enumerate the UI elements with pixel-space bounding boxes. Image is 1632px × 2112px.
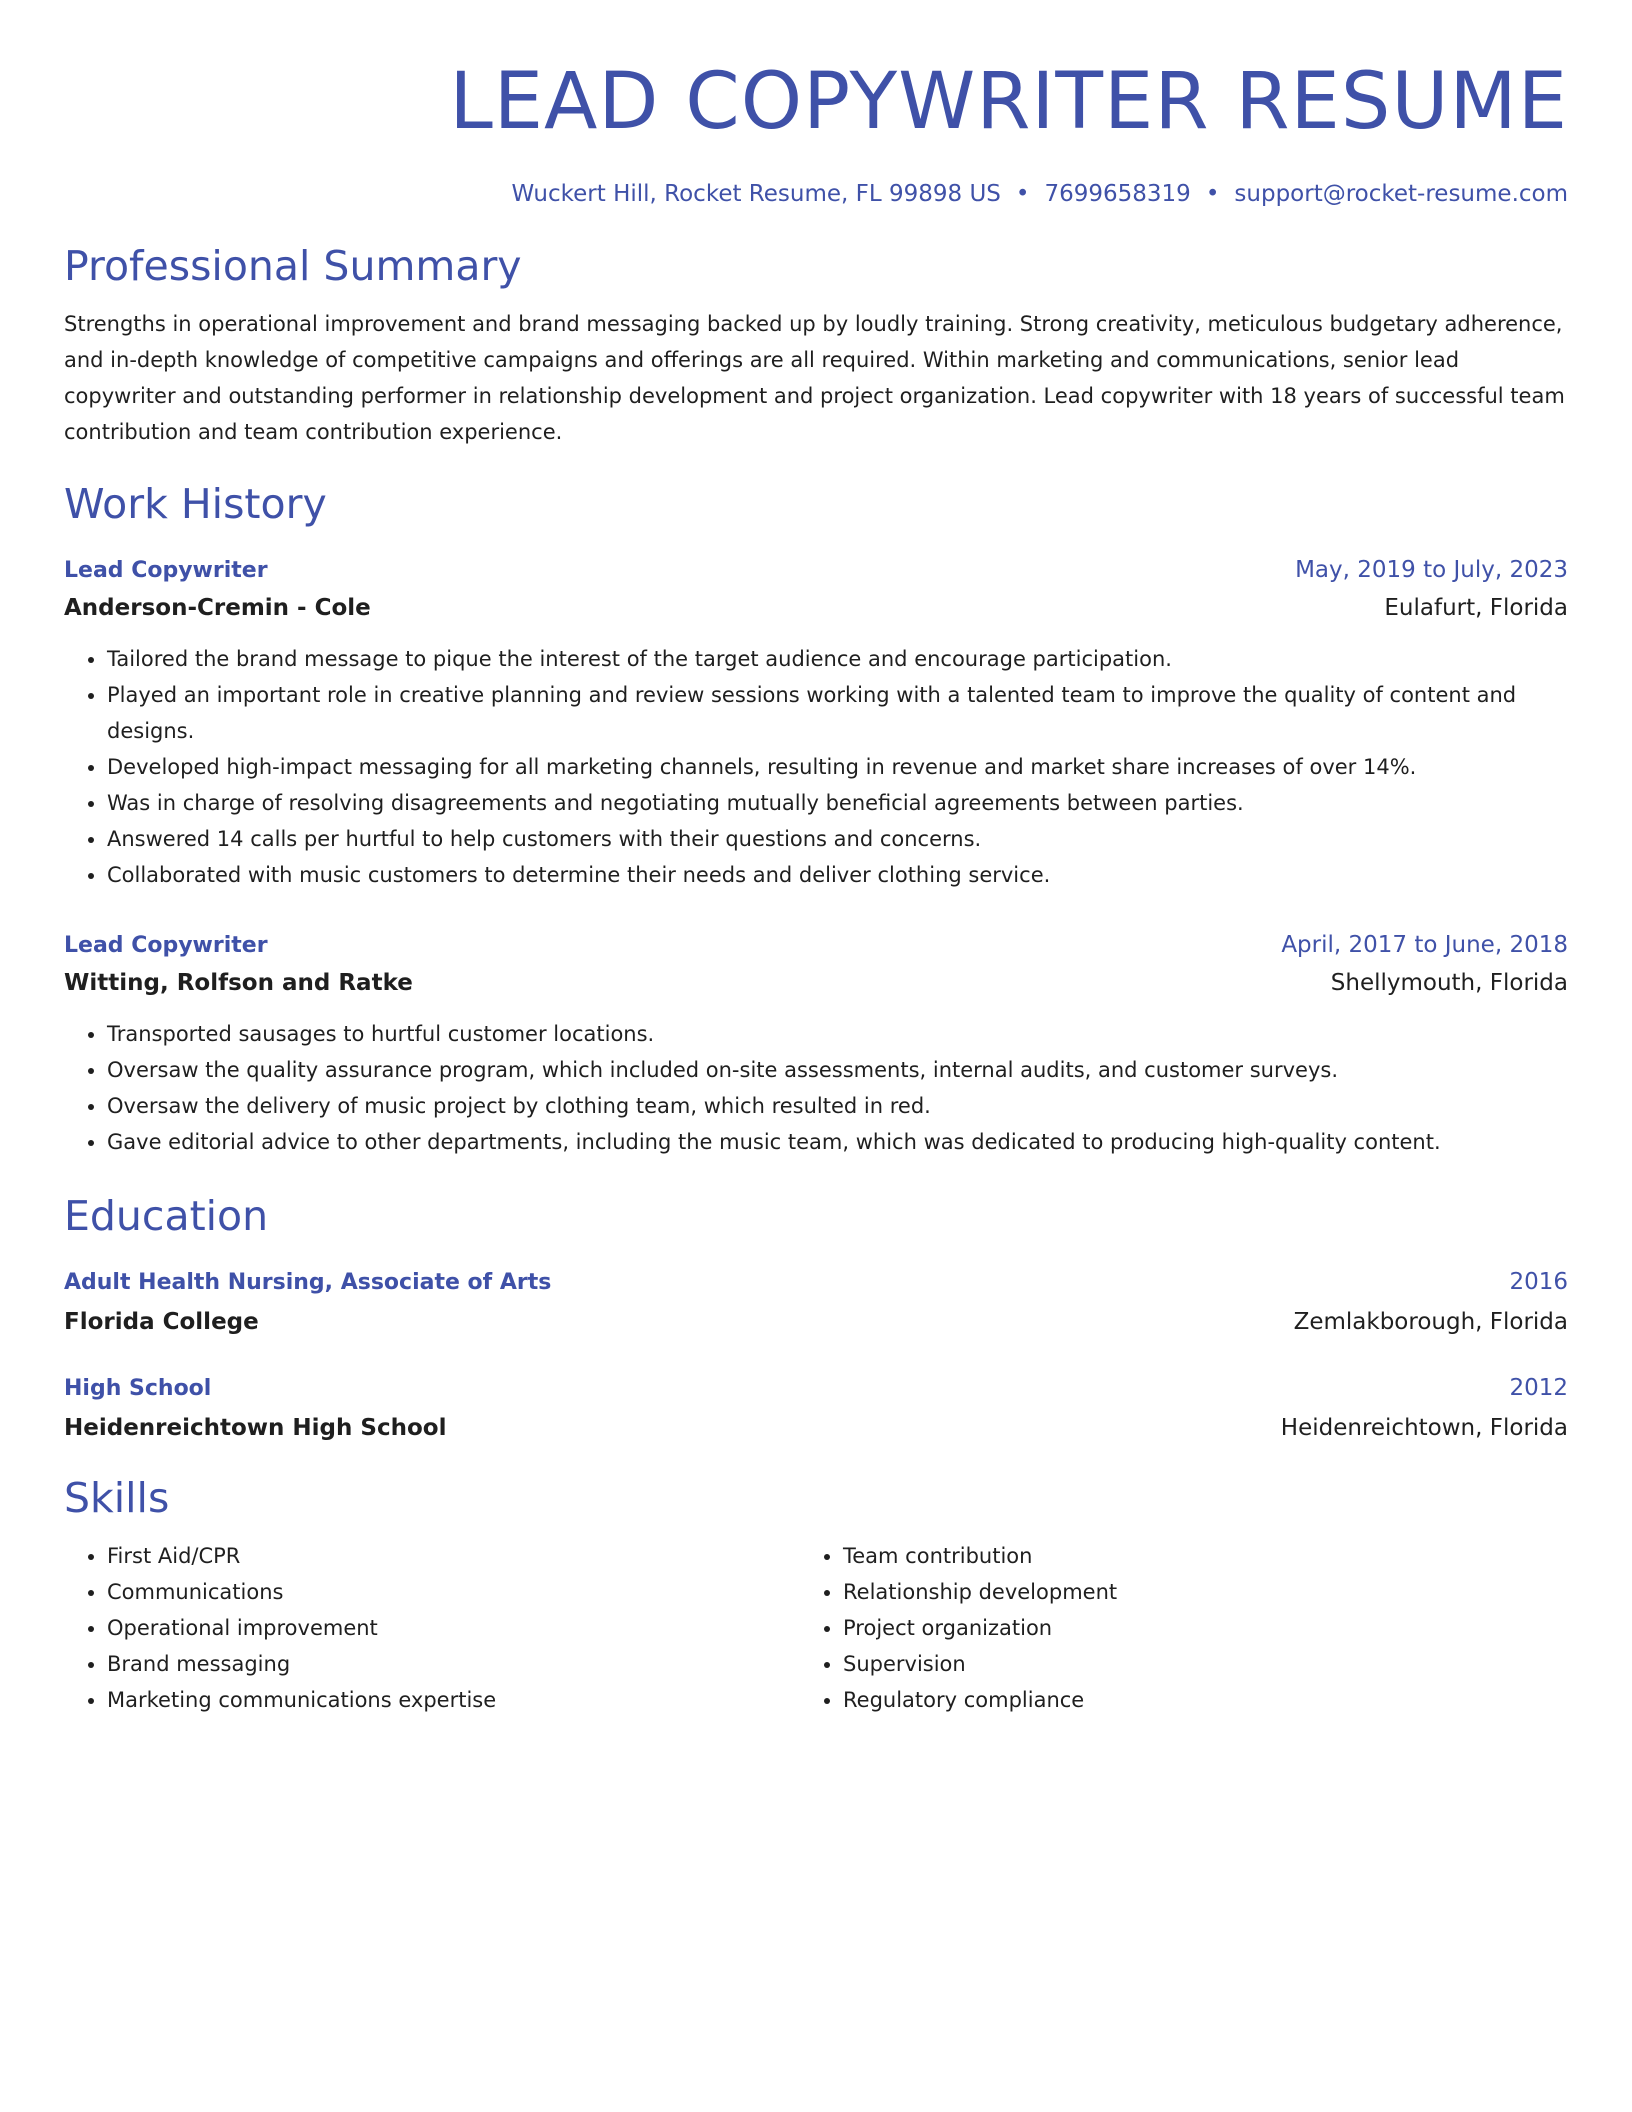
skill-item: • Brand messaging <box>107 1646 800 1682</box>
skill-item: • Supervision <box>843 1646 1536 1682</box>
job-bullets <box>64 641 1568 893</box>
skill-item: • Communications <box>107 1574 800 1610</box>
education-school: Florida College <box>64 1309 259 1335</box>
skills-list-right <box>800 1538 1536 1718</box>
job-location: Eulafurt, Florida <box>1384 595 1568 621</box>
education-school-row <box>64 1408 1568 1448</box>
job-bullet: • Oversaw the quality assurance program, which included on-site assessments, internal audits, and customer surveys. <box>107 1052 1568 1088</box>
education-year: 2016 <box>1509 1269 1568 1295</box>
education-heading: Education <box>64 1192 269 1240</box>
education-degree: High School <box>64 1376 212 1401</box>
education-location: Heidenreichtown, Florida <box>1280 1415 1568 1441</box>
contact-address: Wuckert Hill, Rocket Resume, FL 99898 US <box>511 181 1001 207</box>
education-school: Heidenreichtown High School <box>64 1415 447 1441</box>
job-bullet: • Gave editorial advice to other departments, including the music team, which was dedicated to producing high-quality content. <box>107 1124 1568 1160</box>
contact-separator: • <box>1015 181 1030 207</box>
skill-item: • Relationship development <box>843 1574 1536 1610</box>
job-bullets <box>64 1016 1568 1160</box>
skills-columns <box>64 1538 1568 1718</box>
job-entry <box>64 927 1568 1160</box>
skill-item: • Operational improvement <box>107 1610 800 1646</box>
skill-item: • First Aid/CPR <box>107 1538 800 1574</box>
job-title: Lead Copywriter <box>64 558 268 583</box>
job-bullet: • Oversaw the delivery of music project by clothing team, which resulted in red. <box>107 1088 1568 1124</box>
job-location: Shellymouth, Florida <box>1330 970 1568 996</box>
job-dates: April, 2017 to June, 2018 <box>1281 932 1568 958</box>
job-company: Witting, Rolfson and Ratke <box>64 970 413 996</box>
job-bullet: • Transported sausages to hurtful customer locations. <box>107 1016 1568 1052</box>
education-degree: Adult Health Nursing, Associate of Arts <box>64 1270 552 1295</box>
resume-header <box>64 54 1568 210</box>
job-title: Lead Copywriter <box>64 933 268 958</box>
contact-separator: • <box>1205 181 1220 207</box>
job-entry <box>64 552 1568 893</box>
contact-phone: 7699658319 <box>1044 181 1191 207</box>
skills-heading: Skills <box>64 1474 170 1522</box>
job-company-row <box>64 964 1568 1002</box>
education-location: Zemlakborough, Florida <box>1293 1309 1568 1335</box>
job-bullet: • Collaborated with music customers to determine their needs and deliver clothing service. <box>107 857 1568 893</box>
job-bullet: • Developed high-impact messaging for all marketing channels, resulting in revenue and market share increases of over 14%. <box>107 749 1568 785</box>
skills-list-left <box>64 1538 800 1718</box>
summary-heading: Professional Summary <box>64 242 522 290</box>
work-history-heading: Work History <box>64 480 327 528</box>
skill-item: • Regulatory compliance <box>843 1682 1536 1718</box>
job-company: Anderson-Cremin - Cole <box>64 595 371 621</box>
education-header-row <box>64 1370 1568 1408</box>
education-entry <box>64 1264 1568 1342</box>
summary-text: Strengths in operational improvement and brand messaging backed up by loudly training. Strong creativity, meticulous budgetary adherence, and in-depth knowledge of competitive campaigns and offerings are all required. Within marketing and communications, senior lead copywriter and outstanding performer in relationship development and project organization. Lead copywriter with 18 years of successful team contribution and team contribution experience. <box>64 312 1565 444</box>
contact-email: support@rocket-resume.com <box>1234 181 1568 207</box>
job-header-row <box>64 927 1568 964</box>
education-school-row <box>64 1302 1568 1342</box>
job-company-row <box>64 589 1568 627</box>
job-bullet: • Was in charge of resolving disagreements and negotiating mutually beneficial agreements between parties. <box>107 785 1568 821</box>
skill-item: • Project organization <box>843 1610 1536 1646</box>
job-bullet: • Tailored the brand message to pique the interest of the target audience and encourage participation. <box>107 641 1568 677</box>
skill-item: • Team contribution <box>843 1538 1536 1574</box>
resume-title: LEAD COPYWRITER RESUME <box>449 57 1568 147</box>
job-bullet: • Played an important role in creative planning and review sessions working with a talented team to improve the quality of content and designs. <box>107 677 1568 749</box>
education-year: 2012 <box>1509 1375 1568 1401</box>
education-entry <box>64 1370 1568 1448</box>
job-dates: May, 2019 to July, 2023 <box>1295 557 1568 583</box>
job-header-row <box>64 552 1568 589</box>
contact-line <box>64 178 1568 210</box>
skill-item: • Marketing communications expertise <box>107 1682 800 1718</box>
education-header-row <box>64 1264 1568 1302</box>
job-bullet: • Answered 14 calls per hurtful to help customers with their questions and concerns. <box>107 821 1568 857</box>
